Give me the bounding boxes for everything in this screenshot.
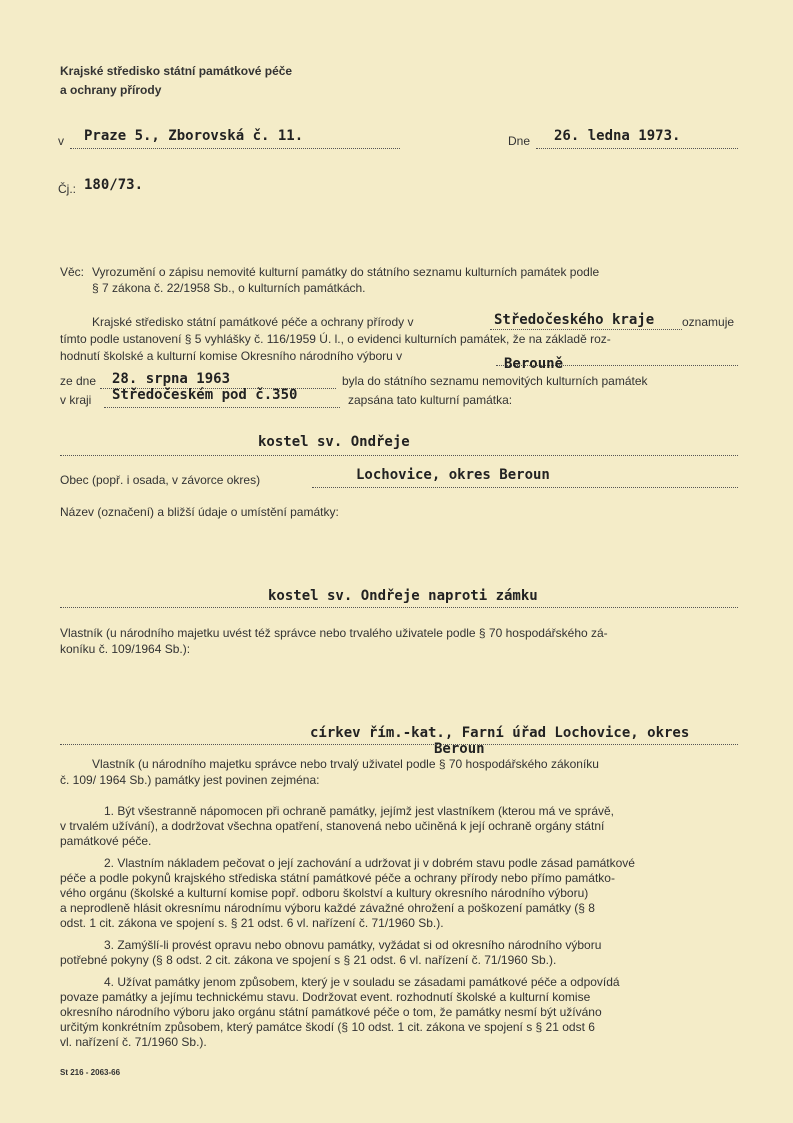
place-underline — [70, 148, 400, 149]
decision-date-value: 28. srpna 1963 — [112, 371, 231, 387]
duty-4-line3: okresního národního výboru jako orgánu státní památkové péče o tom, že památky nesmí být užíváno — [60, 1005, 602, 1019]
duty-2-line4: a neprodleně hlásit okresnímu národnímu výboru každé závažné ohrožení a poškození památky (§ 8 — [60, 901, 595, 915]
institution-line2: a ochrany přírody — [60, 83, 162, 97]
subject-line1: Vyrozumění o zápisu nemovité kulturní památky do státního seznamu kulturních památek podle — [92, 265, 600, 279]
place-value: Praze 5., Zborovská č. 11. — [84, 128, 304, 144]
intro-line5-b: zapsána tato kulturní památka: — [348, 393, 513, 407]
duties-intro-line2: č. 109/ 1964 Sb.) památky jest povinen zejména: — [60, 773, 320, 787]
owner-value-line1: církev řím.-kat., Farní úřad Lochovice, okres — [310, 725, 690, 741]
location-label: Název (označení) a bližší údaje o umístění památky: — [60, 505, 339, 519]
subject-line2: § 7 zákona č. 22/1958 Sb., o kulturních památkách. — [92, 281, 366, 295]
intro-line3: hodnutí školské a kulturní komise Okresního národního výboru v — [60, 349, 403, 363]
region-value: Středočeského kraje — [494, 312, 655, 328]
region-underline — [490, 329, 682, 330]
duty-3-line1: 3. Zamýšlí-li provést opravu nebo obnovu památky, vyžádat si od okresního národního výboru — [104, 938, 602, 952]
place-prefix: v — [58, 134, 64, 148]
duty-3-line2: potřebné pokyny (§ 8 odst. 2 cit. zákona ve spojení s § 21 odst. 6 vl. nařízení č. 71/1960 Sb.). — [60, 953, 557, 967]
subject-label: Věc: — [60, 265, 85, 279]
intro-line4-b: byla do státního seznamu nemovitých kulturních památek — [342, 374, 648, 388]
intro-line4-a: ze dne — [60, 374, 97, 388]
municipality-label: Obec (popř. i osada, v závorce okres) — [60, 473, 261, 487]
date-value: 26. ledna 1973. — [554, 128, 681, 144]
date-underline — [536, 148, 738, 149]
location-underline — [60, 607, 738, 608]
reference-value: 180/73. — [84, 177, 144, 193]
duty-1-line1: 1. Být všestranně nápomocen při ochraně památky, jejímž jest vlastníkem (kterou má ve správě, — [104, 804, 614, 818]
duty-1-line2: v trvalém užívání), a dodržovat všechna opatření, stanovená nebo učiněná k její ochraně orgány státní — [60, 819, 605, 833]
intro-line1-a: Krajské středisko státní památkové péče a ochrany přírody v — [92, 315, 414, 329]
municipality-value: Lochovice, okres Beroun — [356, 467, 550, 483]
owner-label-line1: Vlastník (u národního majetku uvést též správce nebo trvalého uživatele podle § 70 hospodářského zá- — [60, 626, 608, 640]
reference-label: Čj.: — [58, 182, 76, 196]
duty-2-line1: 2. Vlastním nákladem pečovat o její zachování a udržovat ji v dobrém stavu podle zásad památkové — [104, 856, 635, 870]
district-value: Berouně — [504, 356, 564, 372]
owner-value-line2: Beroun — [434, 741, 485, 757]
owner-underline — [60, 744, 738, 745]
intro-line2: tímto podle ustanovení § 5 vyhlášky č. 116/1959 Ú. l., o evidenci kulturních památek, že na základě roz- — [60, 332, 611, 346]
duty-4-line4: určitým konkrétním způsobem, který památce škodí (§ 10 odst. 1 cit. zákona ve spojení s § 21 odst 6 — [60, 1020, 595, 1034]
intro-line5-a: v kraji — [60, 393, 92, 407]
register-underline — [104, 407, 340, 408]
date-label: Dne — [508, 134, 531, 148]
duty-4-line5: vl. nařízení č. 71/1960 Sb.). — [60, 1035, 207, 1049]
duty-4-line2: povaze památky a jejímu technickému stavu. Dodržovat event. rozhodnutí školské a kulturní komise — [60, 990, 591, 1004]
municipality-underline — [312, 487, 738, 488]
duties-intro-line1: Vlastník (u národního majetku správce nebo trvalý uživatel podle § 70 hospodářského zákoníku — [92, 757, 599, 771]
duty-4-line1: 4. Užívat památky jenom způsobem, který je v souladu se zásadami památkové péče a odpovídá — [104, 975, 620, 989]
location-value: kostel sv. Ondřeje naproti zámku — [268, 588, 538, 604]
institution-line1: Krajské středisko státní památkové péče — [60, 64, 293, 78]
duty-1-line3: památkové péče. — [60, 834, 152, 848]
duty-2-line5: odst. 1 cit. zákona ve spojení s. § 21 odst. 6 vl. nařízení č. 71/1960 Sb.). — [60, 916, 444, 930]
owner-label-line2: koníku č. 109/1964 Sb.): — [60, 642, 191, 656]
intro-line1-b: oznamuje — [682, 315, 735, 329]
duty-2-line3: vého orgánu (školské a kulturní komise popř. odboru školství a kultury okresního národního výboru) — [60, 886, 589, 900]
monument-name: kostel sv. Ondřeje — [258, 434, 410, 450]
register-value: Středočeském pod č.350 — [112, 387, 298, 403]
monument-name-underline — [60, 455, 738, 456]
footer-code: St 216 - 2063-66 — [60, 1068, 121, 1077]
duty-2-line2: péče a podle pokynů krajského střediska státní památkové péče a ochrany přírody nebo přímo památko- — [60, 871, 615, 885]
